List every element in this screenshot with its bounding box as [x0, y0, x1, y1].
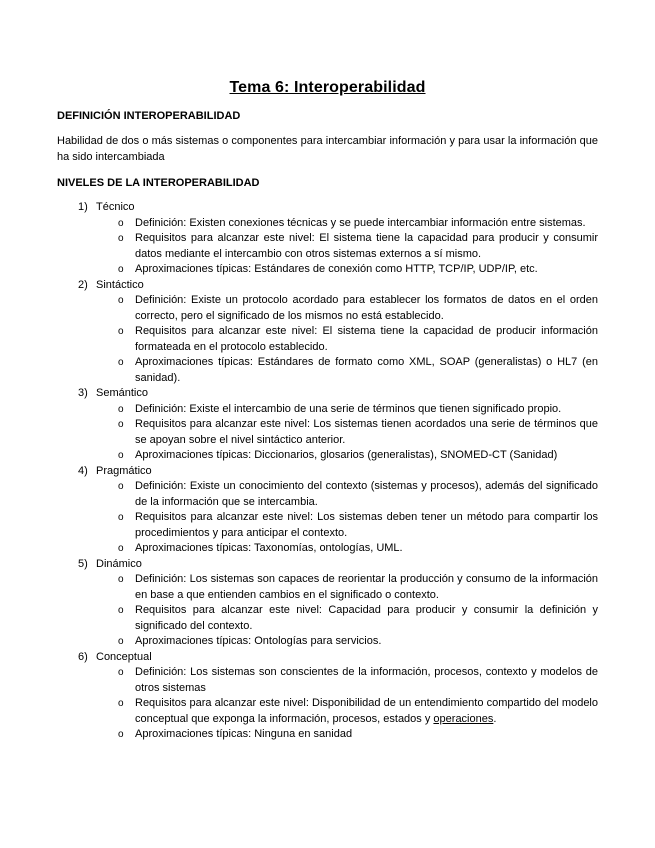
level-subitems [96, 479, 598, 557]
bullet-icon: o [118, 264, 124, 275]
document-page [57, 78, 598, 743]
level-name: Conceptual [96, 650, 152, 663]
list-item: o Aproximaciones típicas: Ontologías para servicios. [96, 634, 598, 650]
bullet-icon: o [118, 574, 124, 585]
bullet-icon: o [118, 481, 124, 492]
definition-text: Habilidad de dos o más sistemas o componentes para intercambiar información y para usar la información que ha sido intercambiada [57, 135, 598, 163]
bullet-icon: o [118, 217, 124, 229]
level-name: Semántico [96, 387, 148, 399]
bullet-icon: o [118, 636, 124, 647]
level-subitems [96, 402, 598, 464]
level-item-conceptual [57, 650, 598, 743]
underlined-word: operaciones [433, 712, 494, 725]
list-item: o Definición: Los sistemas son conscientes de la información, procesos, contexto y modelos de otros sistemas [118, 666, 598, 694]
bullet-icon: o [118, 357, 124, 368]
level-number: 3) [78, 387, 88, 399]
list-item: o Aproximaciones típicas: Estándares de formato como XML, SOAP (generalistas) o HL7 (en sanidad). [118, 356, 598, 384]
list-item: o Requisitos para alcanzar este nivel: Disponibilidad de un entendimiento compartido del modelo conceptual que exponga la información, procesos, estados y operaciones. [118, 697, 598, 725]
level-item-semantico [57, 386, 598, 464]
list-item: o Aproximaciones típicas: Estándares de conexión como HTTP, TCP/IP, UDP/IP, etc. [96, 262, 598, 278]
list-item: o Requisitos para alcanzar este nivel: El sistema tiene la capacidad para producir y consumir datos mediante el intercambio con otros sistemas externos a sí mismo. [118, 232, 598, 260]
bullet-icon: o [118, 698, 124, 709]
level-number: 6) [78, 650, 88, 663]
level-name: Dinámico [96, 557, 142, 570]
level-item-dinamico [57, 557, 598, 650]
bullet-icon: o [118, 295, 124, 306]
level-item-sintactico [57, 278, 598, 387]
level-item-tecnico [57, 200, 598, 278]
bullet-icon: o [118, 667, 124, 678]
levels-list [57, 200, 598, 743]
level-subitems [96, 216, 598, 278]
level-number: 2) [78, 278, 88, 291]
bullet-icon: o [118, 233, 124, 244]
level-subitems [96, 665, 598, 743]
list-item: o Definición: Existe un conocimiento del contexto (sistemas y procesos), además del significado de la información que se intercambia. [118, 480, 598, 508]
list-item: o Aproximaciones típicas: Taxonomías, ontologías, UML. [96, 541, 598, 557]
bullet-icon: o [118, 729, 124, 740]
level-number: 5) [78, 557, 88, 570]
bullet-icon: o [118, 605, 124, 616]
level-item-pragmatico [57, 464, 598, 557]
level-number: 4) [78, 464, 88, 477]
list-item: o Definición: Existe el intercambio de una serie de términos que tienen significado propio. [96, 402, 598, 418]
level-name: Pragmático [96, 464, 152, 477]
list-item: o Requisitos para alcanzar este nivel: El sistema tiene la capacidad de producir información formateada en el protocolo establecido. [118, 325, 598, 353]
list-item: o Requisitos para alcanzar este nivel: Los sistemas deben tener un método para compartir los procedimientos y para anticipar el contexto. [118, 511, 598, 539]
list-item: o Aproximaciones típicas: Ninguna en sanidad [96, 727, 598, 743]
bullet-icon: o [118, 512, 124, 523]
bullet-icon: o [118, 450, 124, 461]
list-item: o Aproximaciones típicas: Diccionarios, glosarios (generalistas), SNOMED-CT (Sanidad) [96, 448, 598, 464]
bullet-icon: o [118, 419, 124, 430]
definition-heading: DEFINICIÓN INTEROPERABILIDAD [57, 110, 241, 122]
list-item: o Definición: Existen conexiones técnicas y se puede intercambiar información entre sistemas. [96, 216, 598, 232]
level-name: Sintáctico [96, 278, 144, 291]
levels-heading: NIVELES DE LA INTEROPERABILIDAD [57, 177, 260, 189]
level-name: Técnico [96, 201, 135, 213]
list-item: o Definición: Existe un protocolo acordado para establecer los formatos de datos en el orden correcto, pero el significado de los mismos no está establecido. [118, 294, 598, 322]
level-number: 1) [78, 201, 88, 213]
list-item: o Requisitos para alcanzar este nivel: Los sistemas tienen acordados una serie de términos que se apoyan sobre el nivel sintáctico anterior. [118, 418, 598, 446]
list-item: o Requisitos para alcanzar este nivel: Capacidad para producir y consumir la definición y significado del contexto. [118, 604, 598, 632]
bullet-icon: o [118, 326, 124, 337]
list-item: o Definición: Los sistemas son capaces de reorientar la producción y consumo de la información en base a que entienden cambios en el significado o contexto. [118, 573, 598, 601]
bullet-icon: o [118, 543, 124, 554]
bullet-icon: o [118, 403, 124, 415]
level-subitems [96, 572, 598, 650]
page-title: Tema 6: Interoperabilidad [229, 79, 426, 96]
level-subitems [96, 293, 598, 386]
